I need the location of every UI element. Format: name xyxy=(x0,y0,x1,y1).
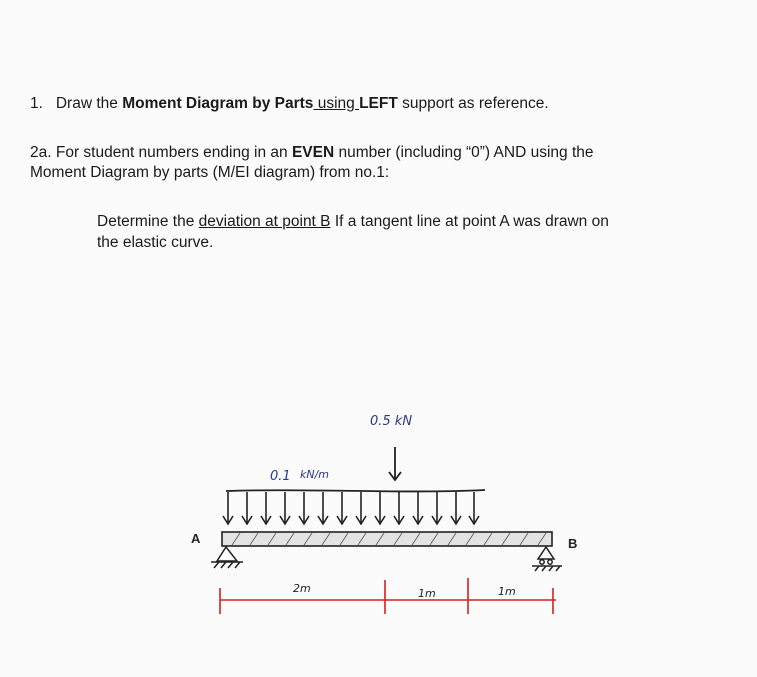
dimension-label-1m-b: 1m xyxy=(498,585,516,598)
question-2a-line-1: 2a. For student numbers ending in an EVEN number (including “0”) AND using the xyxy=(30,144,594,161)
point-b-label: B xyxy=(568,536,578,551)
dist-load-value: 0.1 xyxy=(270,469,291,484)
dimension-label-1m-a: 1m xyxy=(418,587,436,600)
roller-support-b xyxy=(532,547,562,571)
dist-load-arrows xyxy=(223,492,479,524)
dist-load-units: kN/m xyxy=(300,468,330,481)
dimension-label-2m: 2m xyxy=(293,582,311,595)
point-a-label: A xyxy=(191,531,201,546)
task-line-2: the elastic curve. xyxy=(97,234,214,251)
pin-support-a xyxy=(211,547,243,568)
question-1: 1. Draw the Moment Diagram by Parts using LEFT support as reference. xyxy=(30,95,549,112)
task-line-1: Determine the deviation at point B If a tangent line at point A was drawn on xyxy=(97,213,609,230)
question-2a-line-2: Moment Diagram by parts (M/EI diagram) from no.1: xyxy=(30,164,390,181)
beam xyxy=(222,532,552,546)
point-load-arrow xyxy=(389,447,401,480)
point-load-label: 0.5 kN xyxy=(370,414,413,429)
dist-load-top-line xyxy=(226,490,485,491)
